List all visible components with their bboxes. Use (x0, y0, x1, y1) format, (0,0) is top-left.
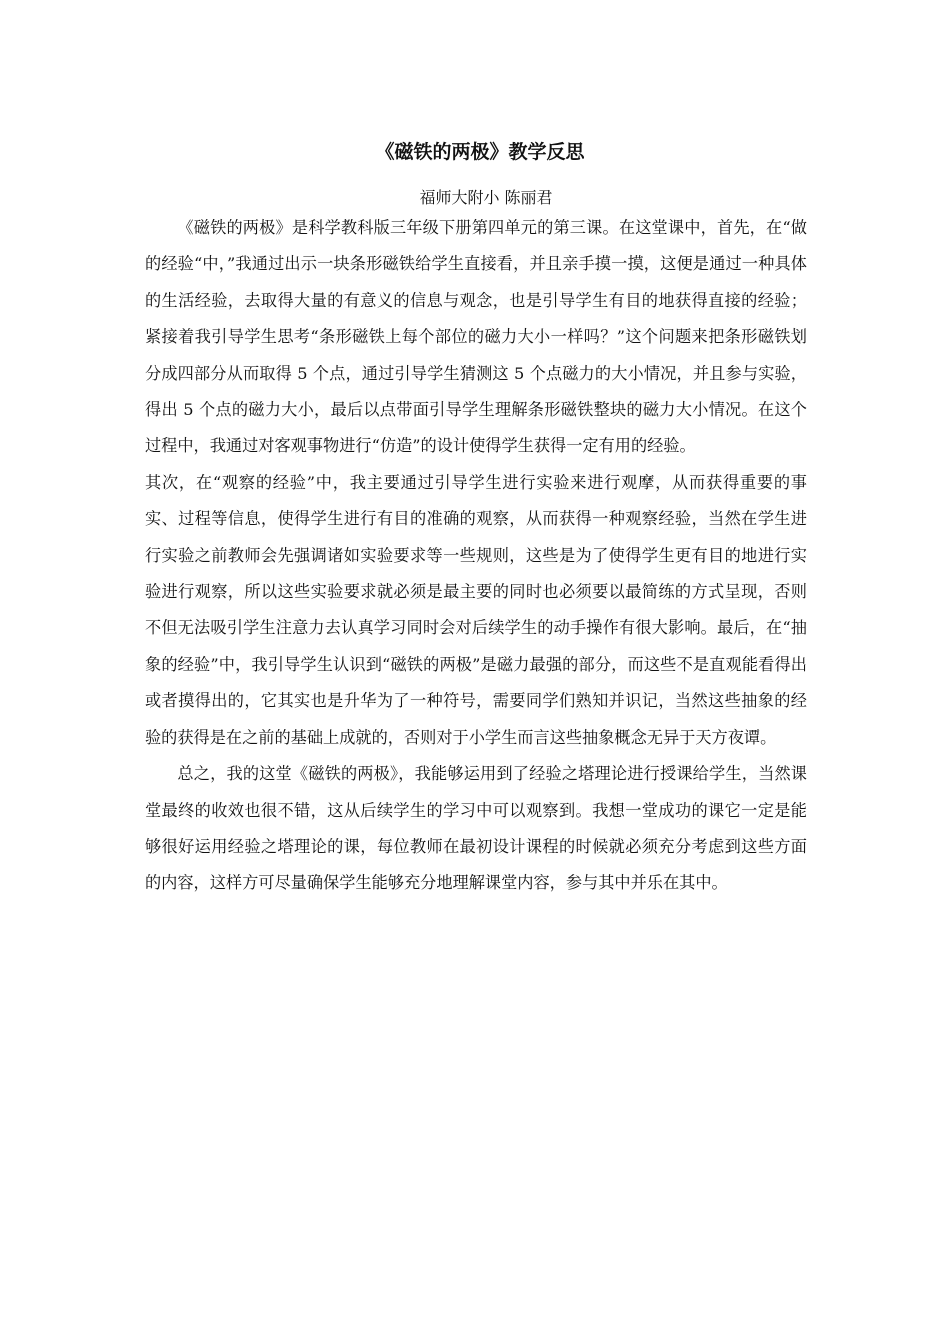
paragraph-2: 其次，在“观察的经验”中，我主要通过引导学生进行实验来进行观摩，从而获得重要的事实、过程等信息，使得学生进行有目的准确的观察，从而获得一种观察经验，当然在学生进行实验之前教师会先强调诸如实验要求等一些规则，这些是为了使得学生更有目的地进行实验进行观察，所以这些实验要求就必须是最主要的同时也必须要以最简练的方式呈现，否则不但无法吸引学生注意力去认真学习同时会对后续学生的动手操作有很大影响。最后，在“抽象的经验”中，我引导学生认识到“磁铁的两极”是磁力最强的部分，而这些不是直观能看得出或者摸得出的，它其实也是升华为了一种符号，需要同学们熟知并识记，当然这些抽象的经验的获得是在之前的基础上成就的，否则对于小学生而言这些抽象概念无异于天方夜谭。 (145, 472, 807, 747)
document-page (145, 138, 807, 902)
paragraph-3: 总之，我的这堂《磁铁的两极》，我能够运用到了经验之塔理论进行授课给学生，当然课堂最终的收效也很不错，这从后续学生的学习中可以观察到。我想一堂成功的课它一定是能够很好运用经验之塔理论的课，每位教师在最初设计课程的时候就必须充分考虑到这些方面的内容，这样方可尽量确保学生能够充分地理解课堂内容，参与其中并乐在其中。 (145, 764, 807, 893)
document-title: 《磁铁的两极》教学反思 (375, 141, 585, 163)
document-author: 福师大附小 陈丽君 (419, 188, 553, 207)
paragraph-1: 《磁铁的两极》是科学教科版三年级下册第四单元的第三课。在这堂课中，首先，在“做的经验“中，”我通过出示一块条形磁铁给学生直接看，并且亲手摸一摸，这便是通过一种具体的生活经验，去取得大量的有意义的信息与观念，也是引导学生有目的地获得直接的经验；紧接着我引导学生思考“条形磁铁上每个部位的磁力大小一样吗？”这个问题来把条形磁铁划分成四部分从而取得 5 个点，通过引导学生猜测这 5 个点磁力的大小情况，并且参与实验，得出 5 个点的磁力大小，最后以点带面引导学生理解条形磁铁整块的磁力大小情况。在这个过程中，我通过对客观事物进行“仿造”的设计使得学生获得一定有用的经验。 (145, 218, 807, 456)
